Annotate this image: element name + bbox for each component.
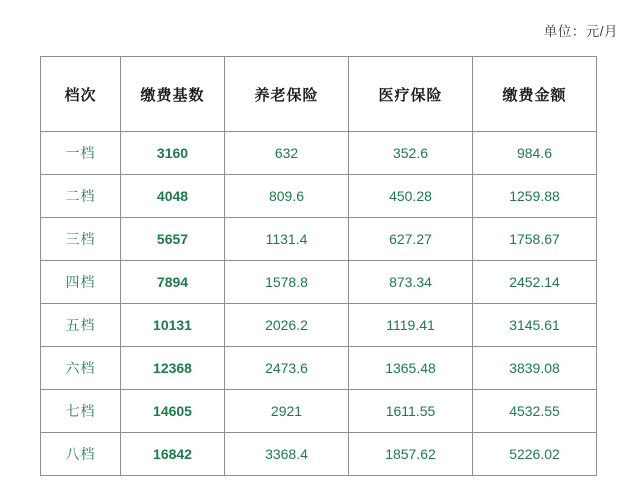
cell-pension: 809.6 <box>225 175 349 218</box>
column-header-pension: 养老保险 <box>225 57 349 132</box>
cell-total: 1758.67 <box>473 218 597 261</box>
table-row <box>41 433 597 476</box>
cell-pension: 1131.4 <box>225 218 349 261</box>
cell-total: 2452.14 <box>473 261 597 304</box>
cell-total: 3145.61 <box>473 304 597 347</box>
cell-level: 三档 <box>41 218 121 261</box>
cell-total: 984.6 <box>473 132 597 175</box>
cell-total: 4532.55 <box>473 390 597 433</box>
cell-base: 7894 <box>121 261 225 304</box>
cell-total: 3839.08 <box>473 347 597 390</box>
cell-medical: 1119.41 <box>349 304 473 347</box>
cell-medical: 1611.55 <box>349 390 473 433</box>
cell-level: 八档 <box>41 433 121 476</box>
column-header-total: 缴费金额 <box>473 57 597 132</box>
unit-note: 单位：元/月 <box>543 24 618 39</box>
contribution-table-container <box>40 56 596 476</box>
cell-base: 12368 <box>121 347 225 390</box>
cell-total: 5226.02 <box>473 433 597 476</box>
cell-base: 16842 <box>121 433 225 476</box>
cell-level: 一档 <box>41 132 121 175</box>
table-header <box>41 57 597 132</box>
cell-pension: 2921 <box>225 390 349 433</box>
cell-level: 二档 <box>41 175 121 218</box>
column-header-medical: 医疗保险 <box>349 57 473 132</box>
cell-pension: 2473.6 <box>225 347 349 390</box>
table-row <box>41 132 597 175</box>
cell-medical: 873.34 <box>349 261 473 304</box>
cell-base: 14605 <box>121 390 225 433</box>
table-row <box>41 347 597 390</box>
table-body <box>41 132 597 476</box>
cell-medical: 450.28 <box>349 175 473 218</box>
column-header-base: 缴费基数 <box>121 57 225 132</box>
table-row <box>41 390 597 433</box>
cell-pension: 2026.2 <box>225 304 349 347</box>
cell-base: 10131 <box>121 304 225 347</box>
table-row <box>41 175 597 218</box>
cell-pension: 632 <box>225 132 349 175</box>
cell-level: 五档 <box>41 304 121 347</box>
cell-medical: 627.27 <box>349 218 473 261</box>
cell-pension: 3368.4 <box>225 433 349 476</box>
cell-pension: 1578.8 <box>225 261 349 304</box>
table-row <box>41 261 597 304</box>
cell-base: 4048 <box>121 175 225 218</box>
cell-level: 六档 <box>41 347 121 390</box>
contribution-table <box>40 56 597 476</box>
cell-level: 七档 <box>41 390 121 433</box>
cell-total: 1259.88 <box>473 175 597 218</box>
table-header-row <box>41 57 597 132</box>
table-row <box>41 304 597 347</box>
cell-medical: 1365.48 <box>349 347 473 390</box>
cell-base: 5657 <box>121 218 225 261</box>
table-row <box>41 218 597 261</box>
cell-medical: 352.6 <box>349 132 473 175</box>
column-header-level: 档次 <box>41 57 121 132</box>
cell-medical: 1857.62 <box>349 433 473 476</box>
cell-base: 3160 <box>121 132 225 175</box>
cell-level: 四档 <box>41 261 121 304</box>
